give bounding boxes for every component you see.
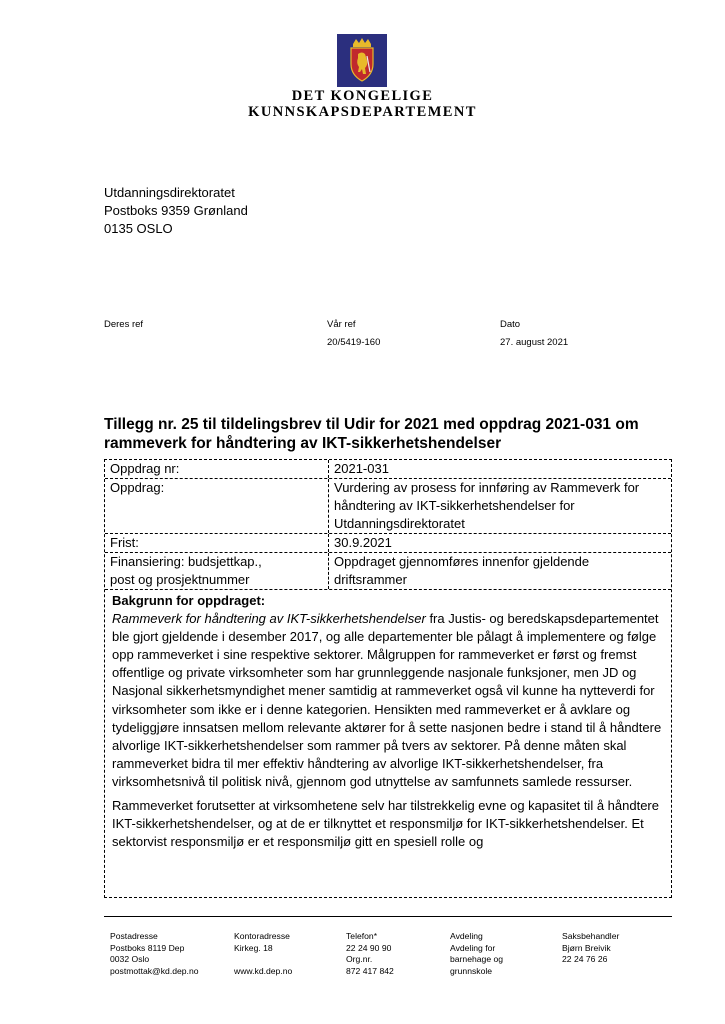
footer-postadresse-line: 0032 Oslo [110, 954, 150, 964]
footer-orgnr-value: 872 417 842 [346, 965, 394, 976]
table-row [105, 553, 671, 590]
footer-avdeling-label: Avdeling [450, 931, 483, 941]
table-row [105, 460, 671, 479]
bakgrunn-paragraph-2: Rammeverket forutsetter at virksomhetene selv har tilstrekkelig evne og kapasitet til å håndtere IKT-sikkerhetshendelser, og at de er tilknyttet et responsmiljø for IKT-sikkerhetshendelser. Et sektorvist responsmiljø er et responsmiljø gitt en spesiell rolle og [112, 798, 659, 850]
footer-saksbehandler [562, 931, 619, 966]
footer-kontoradresse-line: Kirkeg. 18 [234, 942, 273, 953]
framework-title-italic: Rammeverk for håndtering av IKT-sikkerhetshendelser [112, 611, 426, 627]
footer-divider [104, 916, 672, 917]
footer-saksbehandler-name: Bjørn Breivik [562, 942, 611, 953]
recipient-name: Utdanningsdirektoratet [104, 185, 235, 200]
table-row [105, 479, 671, 534]
footer-kontoradresse-blank [234, 954, 292, 966]
footer-orgnr-label: Org.nr. [346, 954, 373, 964]
var-ref-label: Vår ref [327, 319, 356, 330]
footer-postadresse-line: Postboks 8119 Dep [110, 942, 185, 953]
footer-avdeling-line: grunnskole [450, 965, 493, 976]
royal-crest-logo [337, 34, 387, 87]
footer-telefon-number: 22 24 90 90 [346, 942, 392, 953]
title-line1: Tillegg nr. 25 til tildelingsbrev til Udir for 2021 med oppdrag 2021-031 om [104, 416, 639, 433]
footer-email: postmottak@kd.dep.no [110, 965, 199, 976]
footer-telefon [346, 931, 394, 977]
footer-telefon-label: Telefon* [346, 931, 378, 941]
footer-postadresse-label: Postadresse [110, 931, 158, 941]
bakgrunn-heading: Bakgrunn for oppdraget: [112, 593, 266, 608]
var-ref-value: 20/5419-160 [327, 337, 381, 348]
footer-avdeling-line: barnehage og [450, 954, 504, 964]
footer-website: www.kd.dep.no [234, 965, 293, 976]
oppdrag-label: Oppdrag: [105, 479, 329, 533]
deres-ref-label: Deres ref [104, 319, 144, 330]
finansiering-label: Finansiering: budsjettkap., post og prosjektnummer [105, 553, 329, 589]
oppdrag-nr-label: Oppdrag nr: [105, 460, 329, 478]
department-name-line2: KUNNSKAPSDEPARTEMENT [248, 104, 477, 120]
footer-avdeling-line: Avdeling for [450, 942, 496, 953]
oppdrag-nr-value: 2021-031 [334, 461, 389, 476]
dato-label: Dato [500, 319, 521, 330]
footer-saksbehandler-label: Saksbehandler [562, 931, 620, 941]
bakgrunn-paragraph-1-text: fra Justis- og beredskapsdepartementet ble gjort gjeldende i desember 2017, og alle departementer ble pålagt å implementere og følge opp rammeverket i sine respektive sektorer. Målgruppen for rammeverket er først og fremst offentlige og private virksomheter som har grunnleggende nasjonale funksjoner, men JD og Nasjonal sikkerhetsmyndighet mener samtidig at rammeverket også vil kunne ha nytteverdi for virksomheter som ikke er i denne kategorien. Hensikten med rammeverket er å avklare og tydeliggjøre innsatsen mellom relevante aktører for å sette nasjonen bedre i stand til å håndtere alvorlige IKT-sikkerhetshendelser som rammer på tvers av sektorer. På denne måten skal rammeverket bidra til mer effektiv håndtering av alvorlige IKT-sikkerhetshendelser, fra virksomhetsnivå til politisk nivå, gjennom god utnyttelse av samfunnets samlede ressurser. [112, 611, 662, 789]
letter-title [104, 415, 674, 453]
table-row [105, 534, 671, 553]
footer-kontoradresse [234, 931, 292, 977]
recipient-street: Postboks 9359 Grønland [104, 203, 248, 218]
footer-avdeling [450, 931, 503, 977]
frist-value: 30.9.2021 [334, 535, 392, 550]
finansiering-value: Oppdraget gjennomføres innenfor gjeldende driftsrammer [334, 554, 590, 587]
oppdrag-value: Vurdering av prosess for innføring av Rammeverk for håndtering av IKT-sikkerhetshendelser for Utdanningsdirektoratet [334, 480, 640, 531]
frist-label: Frist: [105, 534, 329, 552]
recipient-city: 0135 OSLO [104, 221, 173, 236]
assignment-table [104, 459, 672, 898]
footer-kontoradresse-label: Kontoradresse [234, 931, 290, 941]
bakgrunn-section [105, 590, 671, 851]
dato-value: 27. august 2021 [500, 337, 569, 348]
recipient-address [104, 184, 248, 238]
bakgrunn-paragraph-1 [112, 610, 664, 791]
footer-saksbehandler-phone: 22 24 76 26 [562, 954, 608, 964]
footer-postadresse [110, 931, 199, 977]
title-line2: rammeverk for håndtering av IKT-sikkerhetshendelser [104, 435, 502, 452]
department-name-line1: DET KONGELIGE [291, 88, 434, 104]
